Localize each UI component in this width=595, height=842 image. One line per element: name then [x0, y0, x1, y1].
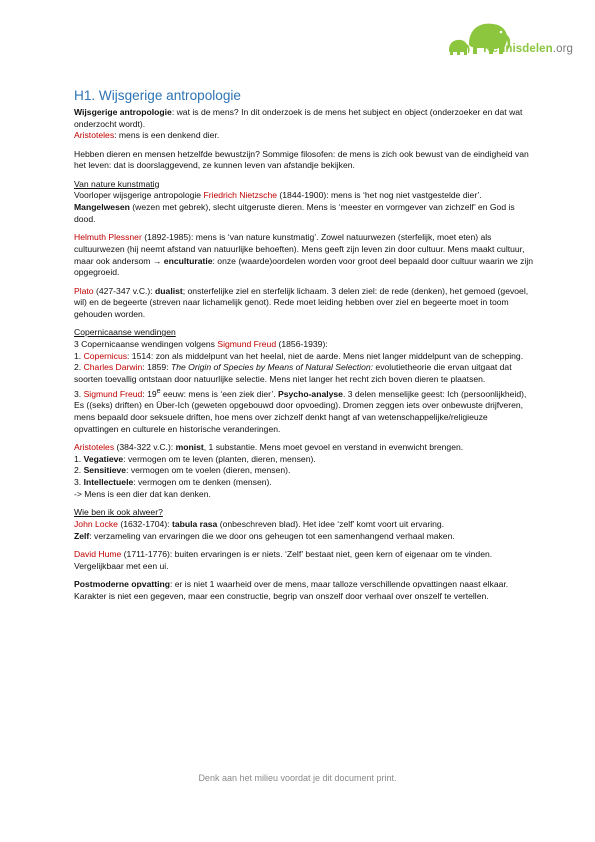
section-heading: Wie ben ik ook alweer?	[74, 507, 163, 518]
paragraph-hume: David Hume (1711-1776): buiten ervaringen is er niets. ‘Zelf’ bestaat niet, geen kern of eigenaar om te vinden. Vergelijkbaar met een ui.	[74, 548, 493, 571]
person-name: Aristoteles	[74, 130, 115, 141]
paragraph-aristoteles: Aristoteles (384-322 v.C.): monist, 1 substantie. Mens moet gevoel en verstand in evenwicht brengen. 1. Vegatieve: vermogen om te leven (planten, dieren, mensen). 2. Sensitieve: vermogen om te voelen (dieren, mensen). 3. Intellectuele: vermogen om te denken (mensen). -> Mens is een dier dat kan denken.	[74, 442, 464, 499]
section-wie-ben-ik: Wie ben ik ook alweer? John Locke (1632-1704): tabula rasa (onbeschreven blad). Het idee ‘zelf’ komt voort uit ervaring. Zelf: verzameling van ervaringen die we door ons geheugen tot een samenhangend verhaal maken.	[74, 507, 455, 541]
person-name: Aristoteles	[74, 442, 115, 452]
person-name: Sigmund Freud	[217, 338, 277, 349]
logo	[447, 14, 573, 58]
person-name: John Locke	[74, 518, 118, 529]
person-name: Copernicus	[83, 350, 128, 361]
person-name: Helmuth Plessner	[74, 232, 142, 243]
person-name: Friedrich Nietzsche	[203, 190, 278, 201]
logo-name: Kennisdelen	[483, 43, 553, 55]
section-heading: Copernicaanse wendingen	[74, 327, 176, 338]
paragraph-intro: Wijsgerige antropologie: wat is de mens? In dit onderzoek is de mens het subject en object (onderzoeker en dat wat onderzocht wordt). Aristoteles: mens is een denkend dier.	[74, 107, 523, 141]
person-name: Plato	[74, 285, 94, 296]
footer-note: Denk aan het milieu voordat je dit document print.	[198, 773, 397, 783]
logo-tld: .org	[552, 43, 573, 55]
person-name: David Hume	[74, 548, 122, 559]
section-copernicaanse-wendingen: Copernicaanse wendingen 3 Copernicaanse wendingen volgens Sigmund Freud (1856-1939): 1. Copernicus: 1514: zon als middelpunt van het heelal, niet de aarde. Mens niet langer middelpunt van de schepping. 2. Charles Darwin: 1859: The Origin of Species by Means of Natural Selection: evolutietheorie die ervan uitgaat dat soorten toevallig ontstaan door natuurlijke selectie. Mens niet langer het recht zich boven dieren te plaatsen. 3. Sigmund Freud: 19e eeuw: mens is ‘een ziek dier’. Psycho-analyse. 3 delen menselijke geest: Ich (persoonlijkheid), Es ((seks) driften) en Über-Ich (geweten opgebouwd door opvoeding). Dromen zeggen iets over onbewuste drijfveren, mens bepaald door seksuele driften, hoe mens over zichzelf denkt hangt af van wetenschappelijke/religieuze opvattingen en culturele en historische veranderingen.	[74, 327, 527, 434]
paragraph-consciousness: Hebben dieren en mensen hetzelfde bewustzijn? Sommige filosofen: de mens is zich ook bewust van de eindigheid van het leven: dat is doorslaggevend, ze kunnen leven van afstandje bekijken.	[74, 148, 529, 171]
person-name: Sigmund Freud	[83, 388, 143, 399]
section-van-nature-kunstmatig: Van nature kunstmatig Voorloper wijsgerige antropologie Friedrich Nietzsche (1844-1900): mens is ‘het nog niet vastgestelde dier’. Mangelwesen (wezen met gebrek), slecht uitgeruste dieren. Mens is ‘meester en vormgever van zichzelf’ en God is dood.	[74, 178, 515, 224]
section-heading: Van nature kunstmatig	[74, 178, 160, 189]
paragraph-postmodern: Postmoderne opvatting: er is niet 1 waarheid over de mens, maar talloze verschillende opvattingen naast elkaar. Karakter is niet een gegeven, maar een constructie, begrip van onszelf door verhaal over onszelf te vertellen.	[74, 578, 509, 601]
document-body	[74, 88, 534, 609]
paragraph-plessner: Helmuth Plessner (1892-1985): mens is ‘van nature kunstmatig’. Zowel natuurwezen (sterfelijk, moet eten) als cultuurwezen (hij neemt afstand van natuurlijke behoeften). Mens geeft zijn leven zin door cultuur. Mens maakt cultuur, maar ook andersom → enculturatie: onze (waarde)oordelen worden voor groot deel bepaald door cultuur waarin we zijn opgegroeid.	[74, 232, 534, 278]
page-title: H1. Wijsgerige antropologie	[74, 88, 241, 103]
person-name: Charles Darwin	[83, 362, 143, 373]
paragraph-plato: Plato (427-347 v.C.): dualist; onsterfelijke ziel en sterfelijk lichaam. 3 delen ziel: de rede (denken), het gemoed (gevoel, wil) en de begeerte (streven naar lichamelijk genot). Rede moet leiding hebben over ziel en begeerte moet in toom gehouden worden.	[74, 285, 529, 319]
